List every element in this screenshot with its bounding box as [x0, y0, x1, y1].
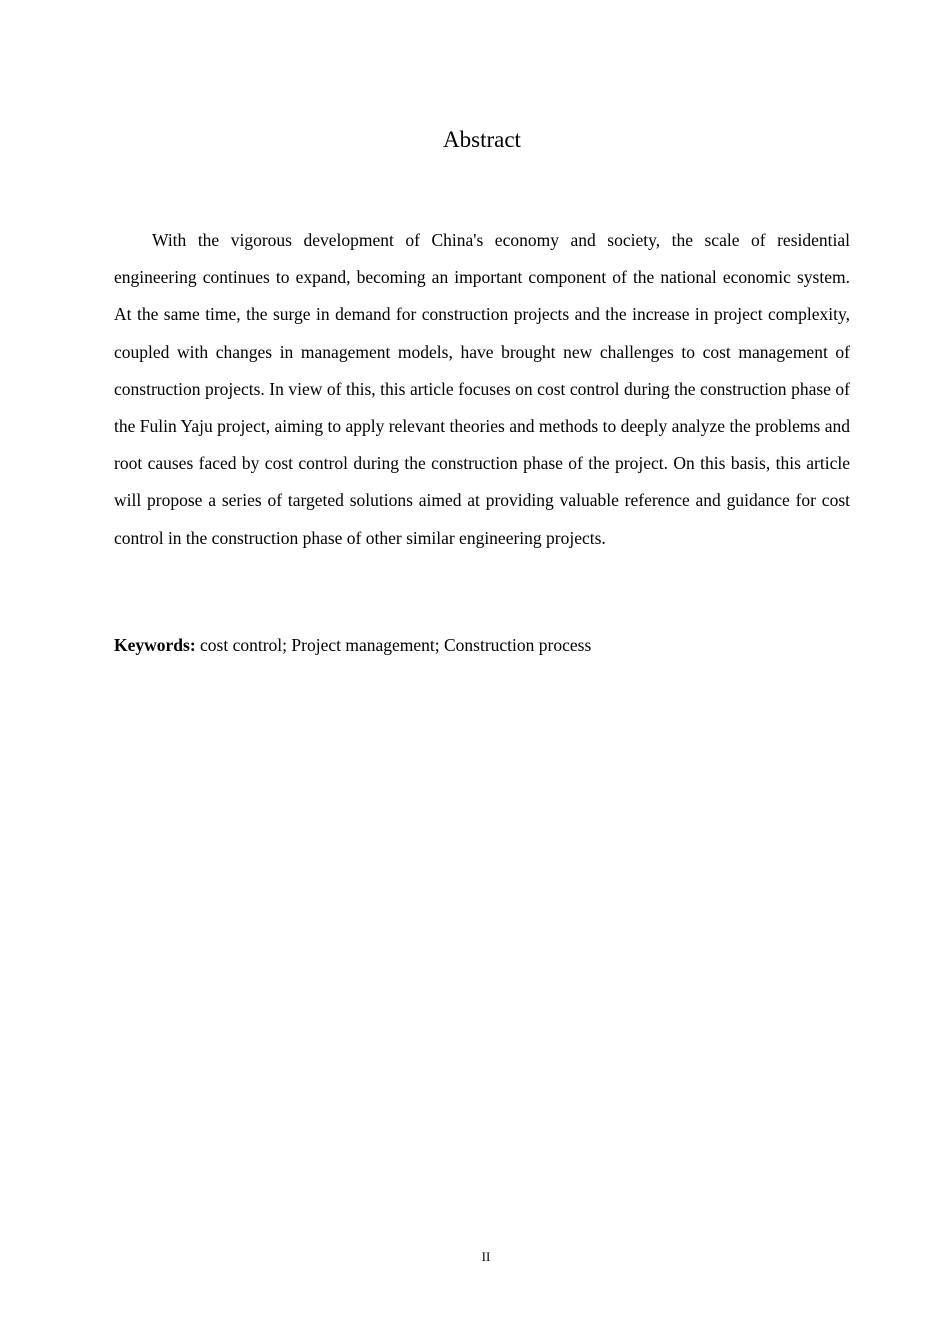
page-number: II [481, 1249, 491, 1264]
abstract-title: Abstract [443, 127, 521, 152]
keywords-line [114, 631, 850, 659]
abstract-body: With the vigorous development of China's economy and society, the scale of residential engineering continues to expand, becoming an important component of the national economic system. At the same time, the surge in demand for construction projects and the increase in project complexity, coupled with changes in management models, have brought new challenges to cost management of construction projects. In view of this, this article focuses on cost control during the construction phase of the Fulin Yaju project, aiming to apply relevant theories and methods to deeply analyze the problems and root causes faced by cost control during the construction phase of the project. On this basis, this article will propose a series of targeted solutions aimed at providing valuable reference and guidance for cost control in the construction phase of other similar engineering projects. [114, 230, 850, 548]
keywords-text: cost control; Project management; Construction process [200, 635, 592, 655]
keywords-label: Keywords: [114, 635, 196, 655]
